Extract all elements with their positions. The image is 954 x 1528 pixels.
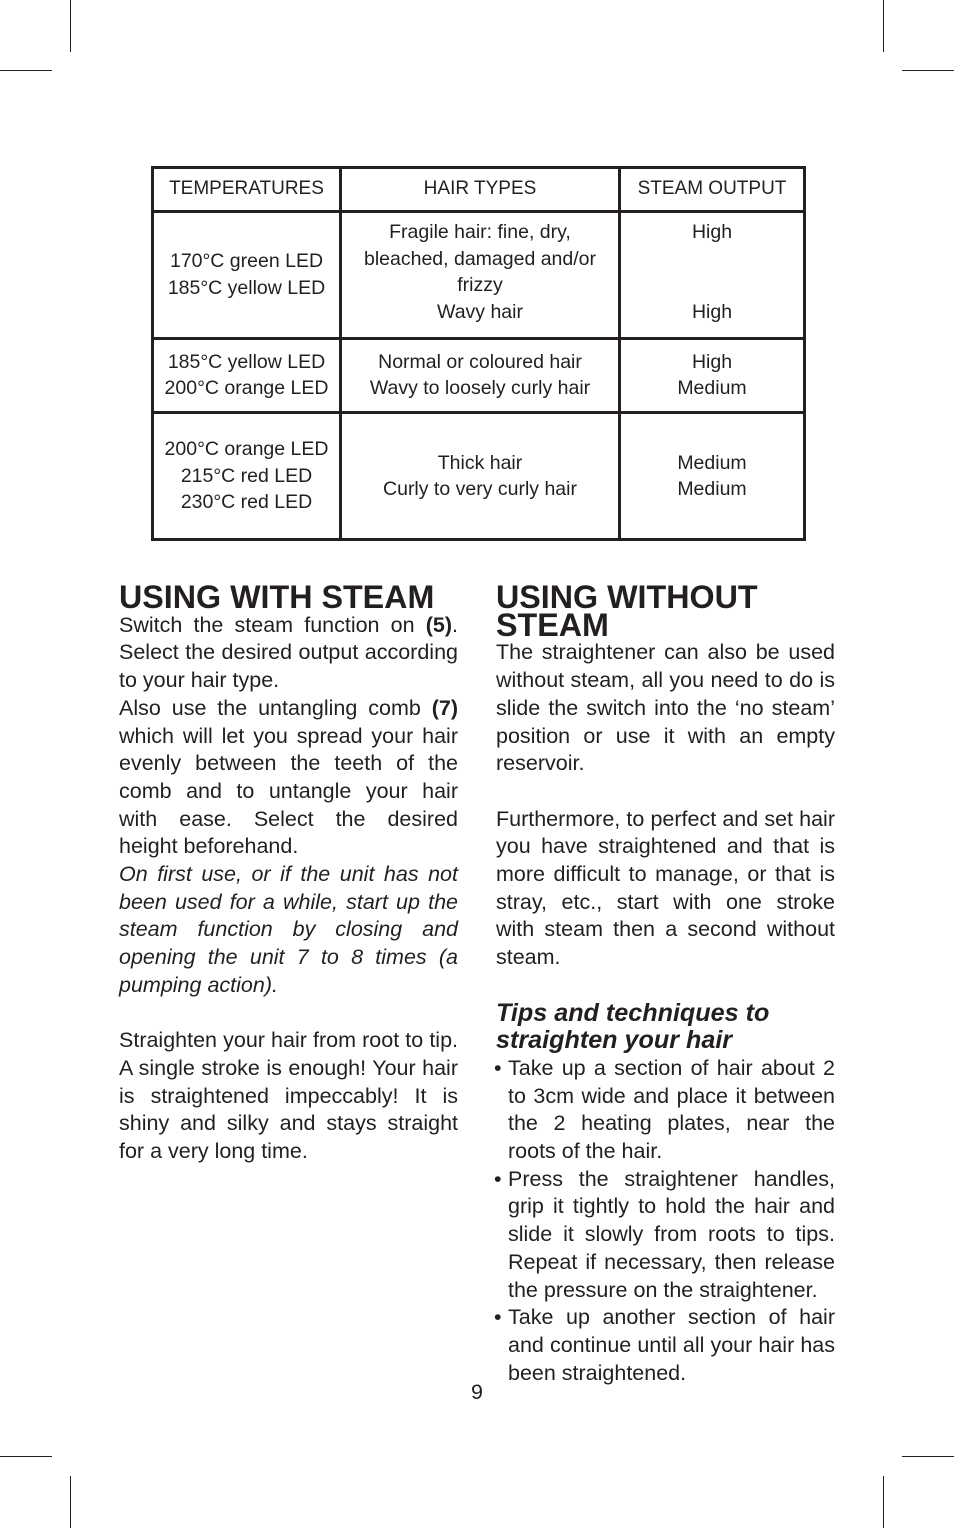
crop-mark xyxy=(70,1476,71,1528)
table-row xyxy=(153,338,805,412)
bullet-icon: • xyxy=(494,1305,502,1330)
paragraph xyxy=(119,695,458,861)
crop-mark xyxy=(0,70,52,71)
temperature-value: 215°C red LED xyxy=(180,464,313,487)
temperature-value: 200°C orange LED xyxy=(164,438,329,461)
hair-type-value: Wavy hair xyxy=(437,300,523,323)
temperature-table xyxy=(151,166,806,541)
list-item xyxy=(496,1166,835,1305)
steam-output-value: Medium xyxy=(677,377,747,400)
page-number: 9 xyxy=(471,1380,483,1404)
hair-type-value: bleached, damaged and/or xyxy=(363,247,596,270)
hair-type-value: Wavy to loosely curly hair xyxy=(369,377,591,400)
paragraph-text: Switch the steam function on xyxy=(119,612,426,637)
paragraph-text: Also use the untangling comb xyxy=(119,695,432,720)
temperature-cell xyxy=(153,338,341,412)
steam-output-cell xyxy=(620,212,805,339)
left-column xyxy=(119,579,458,1166)
tips-heading: Tips and techniques to straighten your hair xyxy=(496,998,770,1055)
paragraph-text: . Select the desired output according to your hair type. xyxy=(119,612,458,693)
list-item-text: Take up another section of hair and continue until all your hair has been straightened. xyxy=(508,1305,835,1385)
temperature-value: 230°C red LED xyxy=(180,491,313,514)
part-reference: (7) xyxy=(431,695,458,720)
paragraph: Straighten your hair from root to tip. A single stroke is enough! Your hair is straightened impeccably! It is shiny and silky and stays straight for a very long time. xyxy=(119,1028,458,1164)
steam-output-value: High xyxy=(691,221,733,243)
crop-mark xyxy=(883,1476,884,1528)
crop-mark xyxy=(70,0,71,52)
table-row xyxy=(153,212,805,339)
column-header-steam-output: STEAM OUTPUT xyxy=(620,168,805,212)
table-row xyxy=(153,413,805,540)
column-header-temperatures: TEMPERATURES xyxy=(153,168,341,212)
temperature-value: 185°C yellow LED xyxy=(167,276,326,299)
hair-type-cell xyxy=(341,338,620,412)
first-use-note: On first use, or if the unit has not been used for a while, start up the steam function by closing and opening the unit 7 to 8 times (a pumping action). xyxy=(119,862,458,997)
paragraph xyxy=(119,612,458,695)
crop-mark xyxy=(902,1456,954,1457)
hair-type-value: frizzy xyxy=(457,274,503,296)
temperature-cell xyxy=(153,212,341,339)
list-item xyxy=(496,1055,835,1166)
steam-output-value: High xyxy=(691,350,733,373)
hair-type-value: Curly to very curly hair xyxy=(383,478,577,501)
hair-type-cell xyxy=(341,212,620,339)
steam-output-cell xyxy=(620,413,805,540)
crop-mark xyxy=(902,70,954,71)
table-header-row xyxy=(153,168,805,212)
hair-type-value: Fragile hair: fine, dry, xyxy=(389,221,571,243)
bullet-icon: • xyxy=(494,1055,502,1080)
hair-type-value: Thick hair xyxy=(437,451,523,474)
temperature-value: 200°C orange LED xyxy=(164,377,329,400)
section-heading-with-steam: USING WITH STEAM xyxy=(119,579,435,615)
steam-output-value: Medium xyxy=(677,478,747,501)
part-reference: (5) xyxy=(425,612,453,637)
steam-output-value: Medium xyxy=(677,451,747,474)
paragraph-text: which will let you spread your hair evenly between the teeth of the comb and to untangle your hair with ease. Select the desired height beforehand. xyxy=(119,723,458,859)
column-header-hair-types: HAIR TYPES xyxy=(341,168,620,212)
temperature-value: 185°C yellow LED xyxy=(167,350,326,373)
paragraph: Furthermore, to perfect and set hair you have straightened and that is more difficult to manage, or that is stray, etc., start with one stroke with steam then a second without steam. xyxy=(496,806,835,970)
section-heading-without-steam: USING WITHOUT STEAM xyxy=(496,579,758,643)
temperature-cell xyxy=(153,413,341,540)
crop-mark xyxy=(0,1456,52,1457)
list-item xyxy=(496,1304,835,1387)
paragraph: The straightener can also be used without steam, all you need to do is slide the switch into the ‘no steam’ position or use it with an empty reservoir. xyxy=(496,640,835,776)
crop-mark xyxy=(883,0,884,52)
list-item-text: Press the straightener handles, grip it tightly to hold the hair and slide it slowly from roots to tips. Repeat if necessary, then release the pressure on the straightener. xyxy=(508,1166,835,1302)
right-column xyxy=(494,579,835,1387)
bullet-icon: • xyxy=(494,1166,502,1191)
steam-output-cell xyxy=(620,338,805,412)
hair-type-value: Normal or coloured hair xyxy=(378,350,582,373)
list-item-text: Take up a section of hair about 2 to 3cm wide and place it between the 2 heating plates, near the roots of the hair. xyxy=(508,1055,835,1164)
hair-type-cell xyxy=(341,413,620,540)
tips-list xyxy=(496,1055,835,1387)
steam-output-value: High xyxy=(691,300,733,323)
temperature-value: 170°C green LED xyxy=(169,250,324,273)
